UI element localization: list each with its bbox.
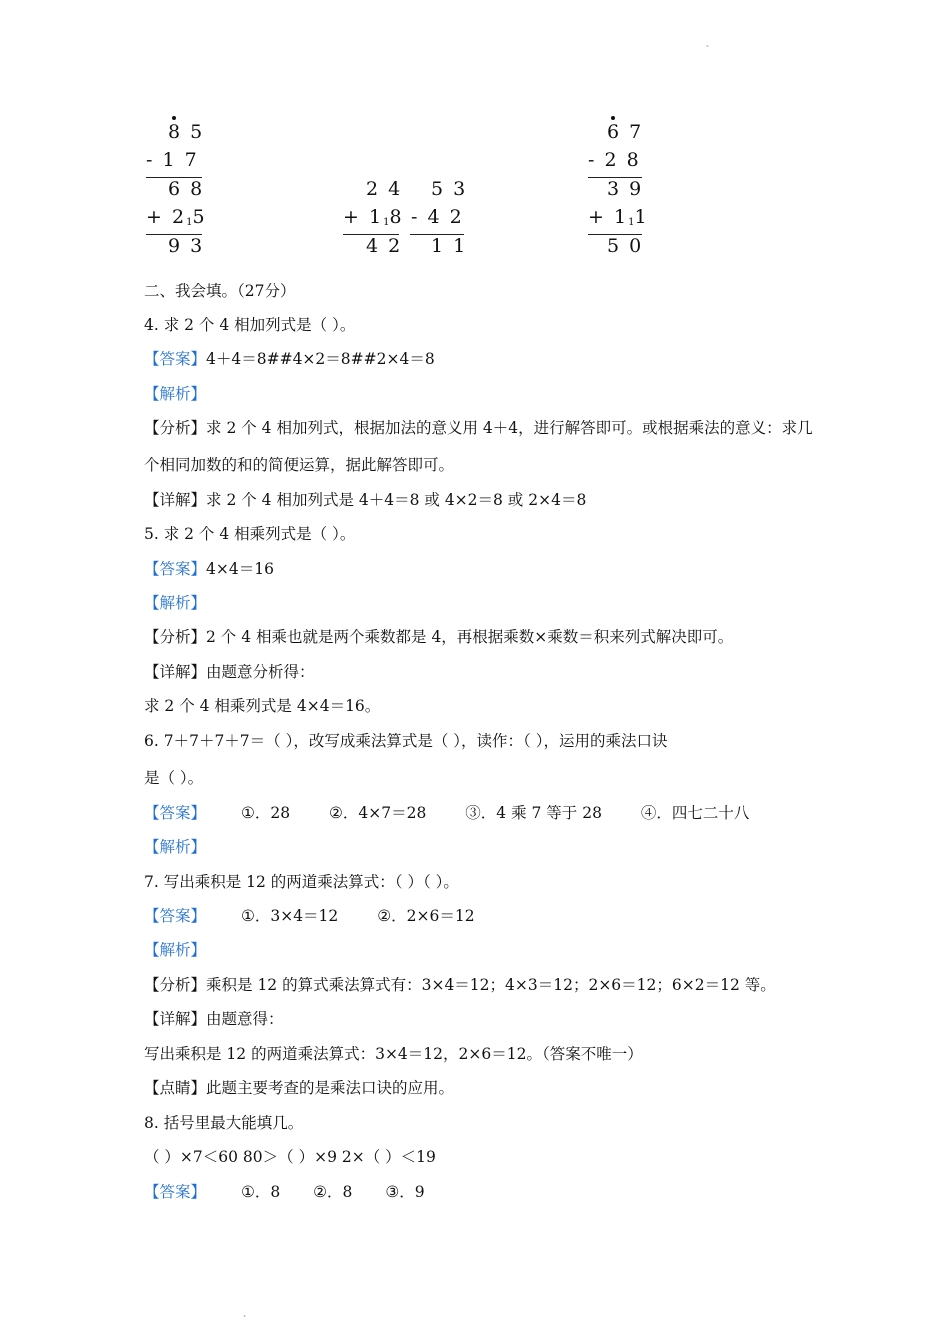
q7-jiexi-tag: 【解析】 xyxy=(144,941,207,959)
q8-answer xyxy=(144,1180,425,1202)
q4-fenxi-cont: 个相同加数的和的简便运算，据此解答即可。 xyxy=(144,456,455,474)
calc-row xyxy=(146,206,207,228)
carry-digit: 1 xyxy=(383,217,390,228)
footer-mark: 、 xyxy=(243,1309,251,1318)
question-7: 7. 写出乘积是 12 的两道乘法算式：（ ）（ ）。 xyxy=(144,873,459,891)
answer-item: ②．2×6＝12 xyxy=(377,907,475,925)
q5-fenxi xyxy=(144,625,733,647)
calc-digit: 1 xyxy=(634,206,649,228)
answer-item: ①．3×4＝12 xyxy=(240,907,339,925)
fenxi-tag: 【分析】 xyxy=(144,628,207,646)
q8-items: （ ）×7＜60 80＞（ ）×9 2×（ ）＜19 xyxy=(144,1148,436,1166)
question-6-cont: 是（ ）。 xyxy=(144,769,204,787)
question-8: 8. 括号里最大能填几。 xyxy=(144,1114,304,1132)
question-5: 5. 求 2 个 4 相乘列式是（ ）。 xyxy=(144,525,356,543)
xiangjie-text: 由题意分析得： xyxy=(206,663,315,681)
calc-row: 8 5 xyxy=(168,121,205,143)
q4-xiangjie xyxy=(144,488,586,510)
calc-sign-digit: + 2 xyxy=(146,206,187,228)
answer-tag: 【答案】 xyxy=(144,1183,207,1201)
calc-row: 4 2 xyxy=(366,235,403,257)
calc-row: - 2 8 xyxy=(588,149,641,171)
question-6: 6. 7＋7＋7＋7＝（ ），改写成乘法算式是（ ），读作：（ ），运用的乘法口诀 xyxy=(144,732,668,750)
xiangjie-tag: 【详解】 xyxy=(144,491,207,509)
fenxi-tag: 【分析】 xyxy=(144,976,207,994)
q5-xiangjie xyxy=(144,660,315,682)
q7-answer xyxy=(144,904,475,926)
answer-tag: 【答案】 xyxy=(144,560,207,578)
calc-row: 3 9 xyxy=(607,178,644,200)
calc-row: 9 3 xyxy=(168,235,205,257)
q4-jiexi-tag: 【解析】 xyxy=(144,385,207,403)
answer-item: ①．28 xyxy=(240,804,291,822)
fenxi-tag: 【分析】 xyxy=(144,419,207,437)
xiangjie-text: 由题意得： xyxy=(206,1010,284,1028)
borrow-dot xyxy=(172,116,176,120)
calc-row: 1 1 xyxy=(431,235,468,257)
answer-item: ②．4×7＝28 xyxy=(329,804,427,822)
answer-item: ④．四七二十八 xyxy=(640,804,750,822)
answer-tag: 【答案】 xyxy=(144,804,207,822)
calc-row: 5 0 xyxy=(607,235,644,257)
section-title: 二、我会填。（27分） xyxy=(144,282,296,300)
q4-answer xyxy=(144,347,435,369)
calc-row: 5 3 xyxy=(431,178,468,200)
fenxi-text: 乘积是 12 的算式乘法算式有：3×4＝12；4×3＝12；2×6＝12；6×2＝12 等。 xyxy=(206,976,776,994)
calc-digit: 8 xyxy=(389,206,404,228)
header-mark: 、 xyxy=(706,39,714,48)
answer-item: ③．4 乘 7 等于 28 xyxy=(465,804,602,822)
xiangjie-text: 求 2 个 4 相加列式是 4＋4＝8 或 4×2＝8 或 2×4＝8 xyxy=(206,491,587,509)
calc-row xyxy=(588,206,649,228)
question-4: 4. 求 2 个 4 相加列式是（ ）。 xyxy=(144,316,356,334)
dianjing-tag: 【点睛】 xyxy=(144,1079,207,1097)
answer-tag: 【答案】 xyxy=(144,350,207,368)
calc-digit: 5 xyxy=(192,206,207,228)
q5-answer xyxy=(144,557,274,579)
xiangjie-tag: 【详解】 xyxy=(144,663,207,681)
answer-item: ②．8 xyxy=(313,1183,353,1201)
answer-item: ①．8 xyxy=(240,1183,281,1201)
fenxi-text: 2 个 4 相乘也就是两个乘数都是 4，再根据乘数×乘数＝积来列式解决即可。 xyxy=(206,628,734,646)
carry-digit: 1 xyxy=(186,217,193,228)
calc-sign-digit: + 1 xyxy=(343,206,384,228)
calc-row: 2 4 xyxy=(366,178,403,200)
q7-fenxi xyxy=(144,973,776,995)
calc-sign-digit: + 1 xyxy=(588,206,629,228)
calc-row xyxy=(343,206,404,228)
borrow-dot xyxy=(611,116,615,120)
calc-row: - 1 7 xyxy=(146,149,199,171)
q4-fenxi xyxy=(144,416,813,438)
answer-text: 4×4＝16 xyxy=(206,560,274,578)
answer-text: 4＋4＝8##4×2＝8##2×4＝8 xyxy=(206,350,435,368)
q7-dianjing xyxy=(144,1076,454,1098)
q7-line: 写出乘积是 12 的两道乘法算式：3×4＝12，2×6＝12。（答案不唯一） xyxy=(144,1045,643,1063)
q5-line: 求 2 个 4 相乘列式是 4×4＝16。 xyxy=(144,697,381,715)
q5-jiexi-tag: 【解析】 xyxy=(144,594,207,612)
xiangjie-tag: 【详解】 xyxy=(144,1010,207,1028)
fenxi-text: 求 2 个 4 相加列式，根据加法的意义用 4＋4，进行解答即可。或根据乘法的意义：求几 xyxy=(206,419,813,437)
carry-digit: 1 xyxy=(628,217,635,228)
calc-row: 6 8 xyxy=(168,178,205,200)
answer-tag: 【答案】 xyxy=(144,907,207,925)
q7-xiangjie xyxy=(144,1007,284,1029)
calc-row: 6 7 xyxy=(607,121,644,143)
answer-item: ③．9 xyxy=(385,1183,425,1201)
q6-answer xyxy=(144,801,749,823)
q6-jiexi-tag: 【解析】 xyxy=(144,838,207,856)
dianjing-text: 此题主要考查的是乘法口诀的应用。 xyxy=(206,1079,455,1097)
calc-row: - 4 2 xyxy=(411,206,464,228)
